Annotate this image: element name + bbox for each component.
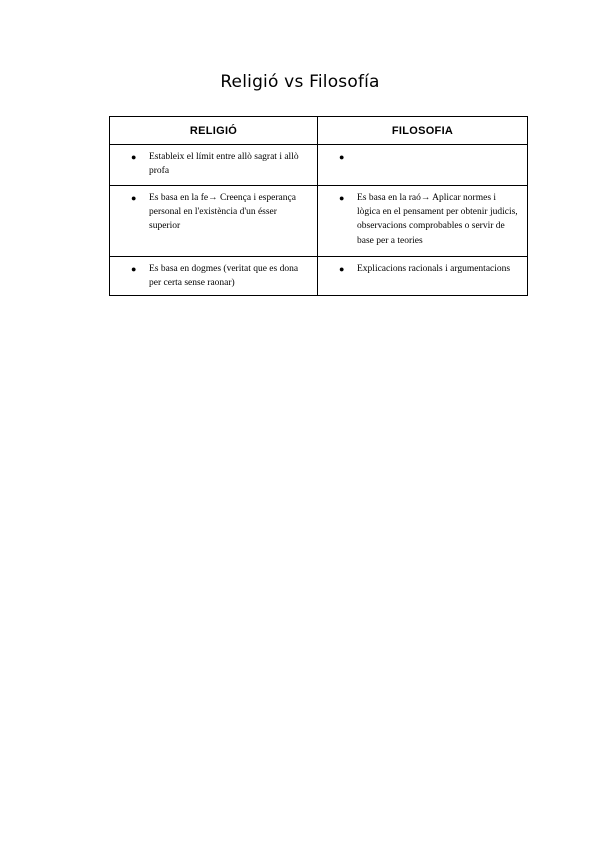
- bullet-icon: ●: [339, 264, 345, 274]
- list-item: [326, 262, 519, 276]
- list-item: [326, 191, 519, 248]
- list-item: [118, 262, 309, 290]
- table-cell-filosofia: [318, 145, 528, 186]
- list-item-text: Explicacions racionals i argumentacions: [357, 264, 511, 274]
- table-cell-religio: [110, 257, 318, 296]
- bullet-list: [326, 191, 519, 248]
- table-cell-filosofia: [318, 186, 528, 257]
- list-item-text: Estableix el límit entre allò sagrat i allò profa: [149, 152, 299, 177]
- bullet-icon: ●: [339, 152, 345, 162]
- comparison-table: [109, 116, 528, 296]
- document-title: Religió vs Filosofía: [220, 72, 380, 92]
- bullet-list: [118, 262, 309, 290]
- list-item: [118, 191, 309, 234]
- bullet-icon: ●: [339, 193, 345, 203]
- list-item-text: Es basa en dogmes (veritat que es dona per certa sense raonar): [149, 264, 299, 289]
- header-religio: RELIGIÓ: [110, 117, 318, 145]
- table-cell-filosofia: [318, 257, 528, 296]
- bullet-icon: ●: [131, 264, 137, 274]
- bullet-list: [118, 150, 309, 178]
- list-item-text: Es basa en la raó→ Aplicar normes i lògica en el pensament per obtenir judicis, observacions comprobables o servir de base per a teories: [357, 193, 518, 246]
- header-filosofia: FILOSOFIA: [318, 117, 528, 145]
- table-header-row: [110, 117, 528, 145]
- list-item-text: Es basa en la fe→ Creença i esperança personal en l'existència d'un ésser superior: [149, 193, 296, 232]
- bullet-list: [118, 191, 309, 234]
- bullet-icon: ●: [131, 152, 137, 162]
- table-cell-religio: [110, 145, 318, 186]
- bullet-icon: ●: [131, 193, 137, 203]
- table-row: [110, 186, 528, 257]
- table-row: [110, 145, 528, 186]
- bullet-list: [326, 262, 519, 276]
- list-item: [118, 150, 309, 178]
- table-cell-religio: [110, 186, 318, 257]
- table-row: [110, 257, 528, 296]
